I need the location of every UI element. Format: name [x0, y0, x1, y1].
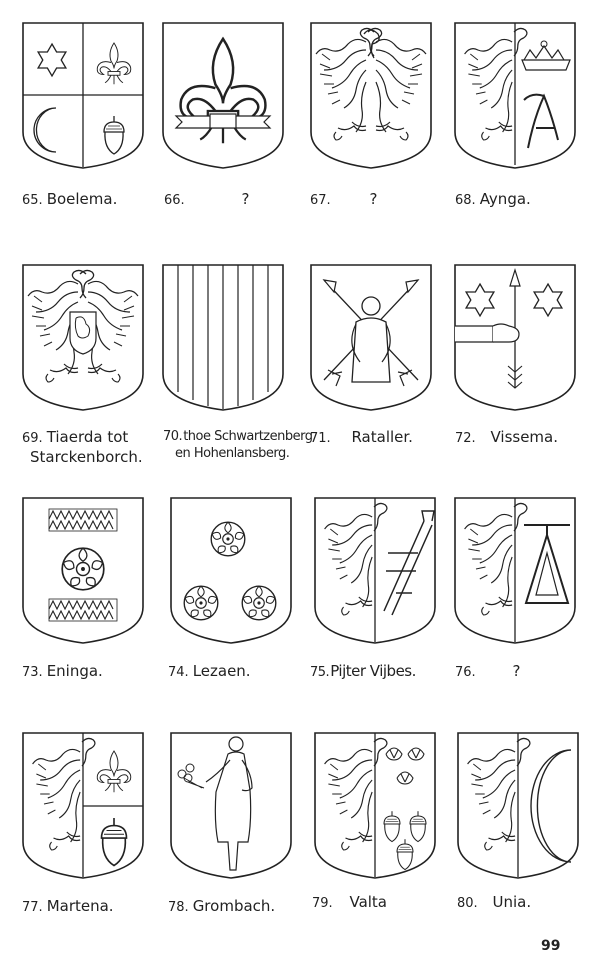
caption-69 [22, 428, 143, 466]
caption-72 [455, 428, 558, 448]
caption-number: 67. [310, 193, 331, 208]
caption-number: 78. [168, 900, 189, 915]
caption-name: ? [241, 190, 250, 208]
caption-number: 80. [457, 896, 478, 911]
shield-72-vissema [452, 262, 578, 412]
caption-77 [22, 897, 114, 917]
caption-number: 72. [455, 431, 476, 446]
caption-78 [168, 897, 275, 917]
caption-76 [455, 662, 520, 682]
caption-name: Martena. [46, 897, 114, 915]
caption-name-line2: Starckenborch. [30, 448, 143, 466]
shield-77-martena [20, 730, 146, 880]
caption-80 [457, 893, 531, 913]
caption-name: Lezaen. [192, 662, 251, 680]
shield-80-unia [455, 730, 581, 880]
caption-number: 71. [310, 431, 331, 446]
caption-66 [164, 190, 249, 210]
caption-number: 77. [22, 900, 43, 915]
caption-name: ? [512, 662, 521, 680]
caption-number: 76. [455, 665, 476, 680]
caption-number: 70. [163, 429, 183, 444]
caption-number: 68. [455, 193, 476, 208]
caption-68 [455, 190, 531, 210]
caption-name-line2: en Hohenlansberg. [175, 446, 290, 461]
caption-73 [22, 662, 103, 682]
shield-75-pijter-vijbes [312, 495, 438, 645]
caption-name: Tiaerda tot [46, 428, 129, 446]
caption-name: Valta [349, 893, 387, 911]
caption-number: 74. [168, 665, 189, 680]
caption-name: Aynga. [479, 190, 531, 208]
caption-name: Grombach. [192, 897, 276, 915]
page-number: 99 [541, 938, 561, 954]
caption-number: 69. [22, 431, 43, 446]
shield-79-valta [312, 730, 438, 880]
caption-name: Vissema. [490, 428, 558, 446]
caption-65 [22, 190, 117, 210]
shield-71-rataller [308, 262, 434, 412]
shield-68-aynga [452, 20, 578, 170]
caption-name: Rataller. [351, 428, 413, 446]
shield-67 [308, 20, 434, 170]
caption-67 [310, 190, 377, 210]
caption-number: 65. [22, 193, 43, 208]
caption-name: Unia. [492, 893, 532, 911]
caption-name: Boelema. [46, 190, 118, 208]
shield-65-boelema [20, 20, 146, 170]
shield-70-schwartzenberg [160, 262, 286, 412]
shield-76 [452, 495, 578, 645]
shield-78-grombach [168, 730, 294, 880]
caption-70 [163, 428, 312, 462]
shield-69-tiaerda [20, 262, 146, 412]
caption-74 [168, 662, 251, 682]
shield-73-eninga [20, 495, 146, 645]
caption-number: 75. [310, 665, 330, 680]
caption-name: Pijter Vijbes. [330, 662, 416, 680]
shield-66 [160, 20, 286, 170]
caption-name: ? [369, 190, 378, 208]
caption-name: thoe Schwartzenberg [183, 429, 313, 444]
caption-79 [312, 893, 387, 913]
caption-number: 66. [164, 193, 185, 208]
caption-75 [310, 662, 416, 682]
caption-number: 73. [22, 665, 43, 680]
shield-74-lezaen [168, 495, 294, 645]
caption-name: Eninga. [46, 662, 103, 680]
caption-number: 79. [312, 896, 333, 911]
caption-71 [310, 428, 413, 448]
